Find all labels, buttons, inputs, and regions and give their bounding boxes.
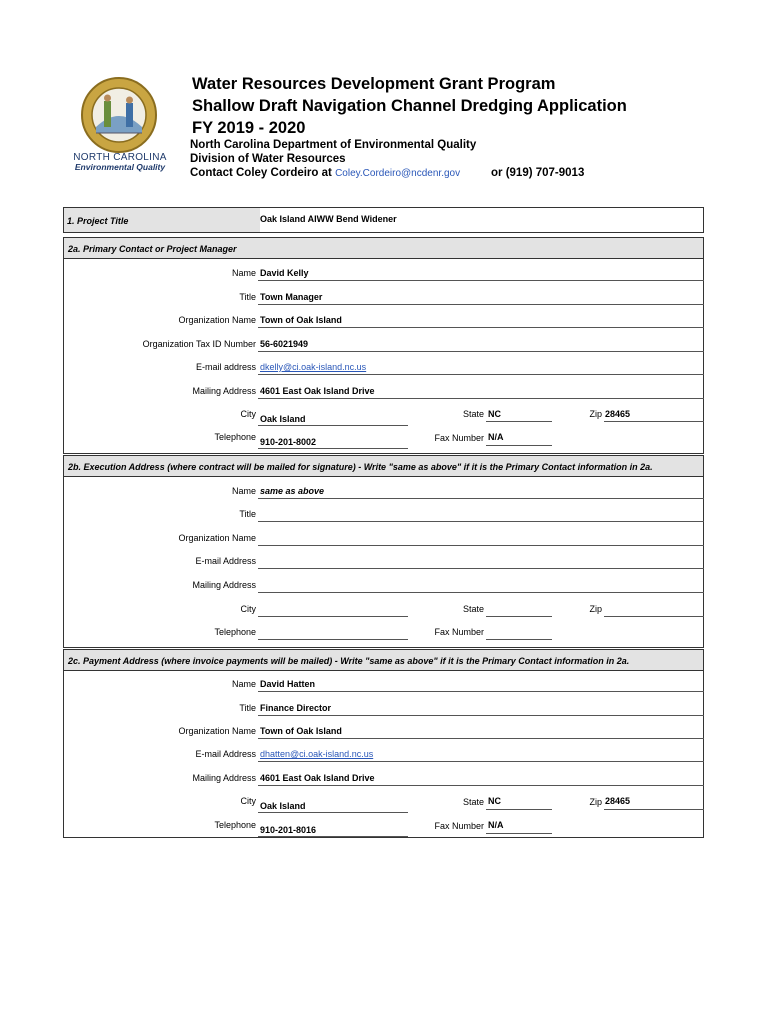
contact-line [190,167,460,179]
primary-zip-label: Zip [589,409,602,419]
primary-city-field[interactable]: Oak Island [260,414,306,424]
primary-state-field[interactable]: NC [488,409,501,419]
payment-org-field[interactable]: Town of Oak Island [260,726,342,736]
payment-state-field[interactable]: NC [488,796,501,806]
payment-fax-field[interactable]: N/A [488,820,504,830]
primary-org-label: Organization Name [178,315,256,325]
payment-name-field[interactable]: David Hatten [260,679,316,689]
logo-agency-name: Environmental Quality [74,162,166,172]
primary-mailing-label: Mailing Address [192,386,256,396]
fiscal-year-title: FY 2019 - 2020 [192,119,306,137]
execution-org-label: Organization Name [178,533,256,543]
primary-state-label: State [462,409,484,419]
primary-email-link[interactable]: dkelly@ci.oak-island.nc.us [260,362,367,372]
execution-name-field[interactable]: same as above [260,486,325,496]
execution-fax-field[interactable] [486,639,552,640]
primary-mailing-field[interactable]: 4601 East Oak Island Drive [260,386,375,396]
contact-prefix: Contact Coley Cordeiro at [190,167,332,179]
execution-org-field[interactable] [258,545,704,546]
execution-phone-field[interactable] [258,639,408,640]
primary-title-label: Title [239,292,256,302]
payment-mailing-field[interactable]: 4601 East Oak Island Drive [260,773,375,783]
primary-fax-label: Fax Number [434,433,484,443]
execution-address-heading: 2b. Execution Address (where contract will be mailed for signature) - Write "same as above" if it is the Primary Contact information in 2a. [63,455,704,477]
execution-phone-label: Telephone [214,627,256,637]
primary-org-field[interactable]: Town of Oak Island [260,315,342,325]
payment-email-link[interactable]: dhatten@ci.oak-island.nc.us [260,749,374,759]
department-name: North Carolina Department of Environmental Quality [190,139,477,151]
division-name: Division of Water Resources [190,153,346,165]
primary-title-field[interactable]: Town Manager [260,292,323,302]
primary-phone-field[interactable]: 910-201-8002 [260,437,317,447]
execution-email-field[interactable] [258,568,704,569]
execution-fax-label: Fax Number [434,627,484,637]
payment-phone-field[interactable]: 910-201-8016 [260,825,317,835]
primary-fax-field[interactable]: N/A [488,432,504,442]
payment-fax-label: Fax Number [434,821,484,831]
primary-tax-id-field[interactable]: 56-6021949 [260,339,309,349]
execution-state-field[interactable] [486,616,552,617]
payment-address-heading: 2c. Payment Address (where invoice payments will be mailed) - Write "same as above" if it is the Primary Contact information in 2a. [63,649,704,671]
payment-state-label: State [462,797,484,807]
execution-title-field[interactable] [258,521,704,522]
execution-state-label: State [462,604,484,614]
payment-title-field[interactable]: Finance Director [260,703,332,713]
primary-name-label: Name [231,268,256,278]
execution-address-section [63,476,704,648]
logo-state-name: NORTH CAROLINA [73,152,167,163]
primary-email-label: E-mail address [195,362,256,372]
primary-city-label: City [240,409,256,419]
payment-city-field[interactable]: Oak Island [260,801,306,811]
payment-zip-label: Zip [589,797,602,807]
project-title-value: Oak Island AIWW Bend Widener [260,214,397,224]
execution-city-field[interactable] [258,616,408,617]
payment-phone-label: Telephone [214,820,256,830]
contact-phone: or (919) 707-9013 [491,167,585,179]
primary-zip-field[interactable]: 28465 [605,409,631,419]
primary-phone-label: Telephone [214,432,256,442]
execution-city-label: City [240,604,256,614]
payment-org-label: Organization Name [178,726,256,736]
execution-zip-field[interactable] [604,616,704,617]
project-title-label: 1. Project Title [67,216,129,226]
application-title: Shallow Draft Navigation Channel Dredging Application [192,97,627,115]
primary-contact-heading: 2a. Primary Contact or Project Manager [63,237,704,259]
contact-email-link[interactable]: Coley.Cordeiro@ncdenr.gov [335,168,461,179]
execution-mailing-field[interactable] [258,592,704,593]
execution-title-label: Title [239,509,256,519]
execution-zip-label: Zip [589,604,602,614]
execution-email-label: E-mail Address [195,556,256,566]
payment-title-label: Title [239,703,256,713]
program-title: Water Resources Development Grant Program [192,75,556,93]
payment-city-label: City [240,796,256,806]
execution-mailing-label: Mailing Address [192,580,256,590]
payment-name-label: Name [231,679,256,689]
execution-name-label: Name [231,486,256,496]
primary-name-field[interactable]: David Kelly [260,268,309,278]
payment-zip-field[interactable]: 28465 [605,796,631,806]
payment-mailing-label: Mailing Address [192,773,256,783]
payment-email-label: E-mail Address [195,749,256,759]
primary-tax-id-label: Organization Tax ID Number [142,339,256,349]
